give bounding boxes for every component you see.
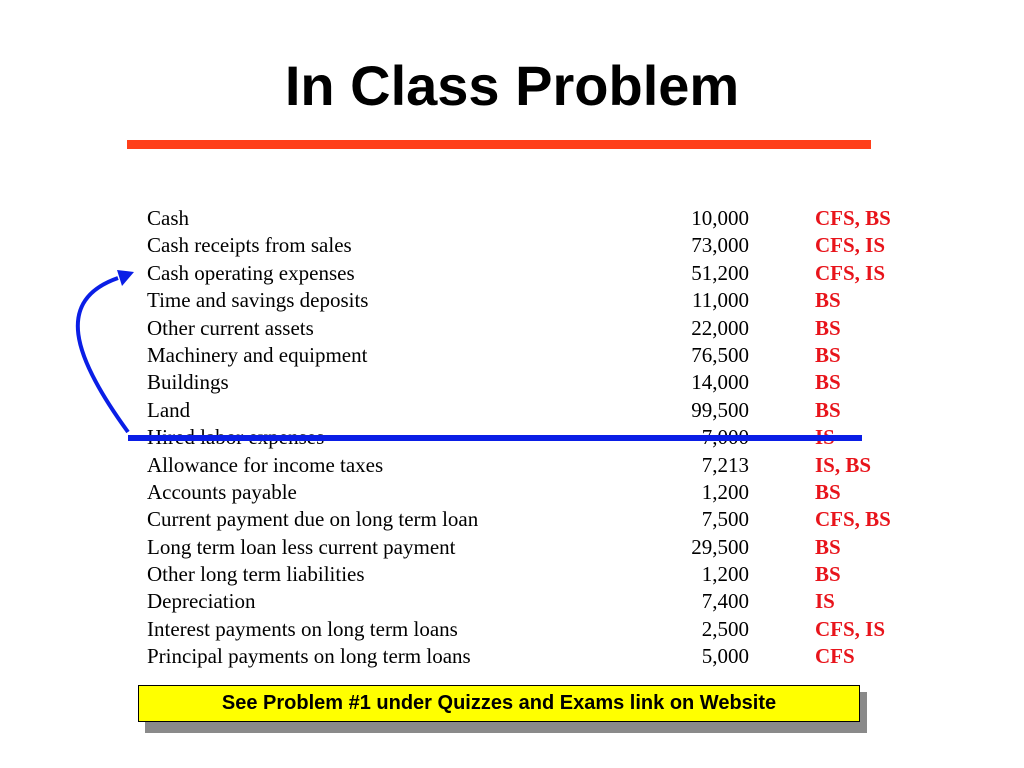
row-statement: BS	[815, 397, 841, 422]
row-statement: BS	[815, 315, 841, 340]
row-label: Depreciation	[147, 589, 256, 614]
callout-box: See Problem #1 under Quizzes and Exams link on Website	[138, 685, 860, 722]
row-value: 29,500	[691, 534, 749, 559]
title-underline	[127, 140, 871, 149]
row-value: 22,000	[691, 315, 749, 340]
table-row	[147, 534, 927, 561]
arrowhead-icon	[117, 270, 134, 286]
table-row	[147, 342, 927, 369]
table-row	[147, 232, 927, 259]
row-label: Principal payments on long term loans	[147, 644, 471, 669]
row-label: Land	[147, 397, 191, 422]
row-label: Machinery and equipment	[147, 342, 368, 367]
table-row	[147, 561, 927, 588]
row-statement: BS	[815, 288, 841, 313]
table-row	[147, 506, 927, 533]
row-value: 51,200	[691, 260, 749, 285]
row-label: Hired labor expenses	[147, 425, 325, 450]
slide-title: In Class Problem	[284, 54, 740, 117]
row-statement: BS	[815, 342, 841, 367]
table-row	[147, 424, 927, 451]
row-label: Other current assets	[147, 315, 314, 340]
row-statement: BS	[815, 370, 841, 395]
table-row	[147, 369, 927, 396]
row-value: 1,200	[701, 562, 749, 587]
row-label: Cash receipts from sales	[147, 233, 352, 258]
row-statement: IS, BS	[815, 452, 872, 477]
row-label: Buildings	[147, 370, 229, 395]
table-row	[147, 315, 927, 342]
row-statement: IS	[815, 425, 835, 450]
row-value: 99,500	[691, 397, 749, 422]
row-statement: CFS	[815, 644, 855, 669]
table-row	[147, 588, 927, 615]
curved-arrow	[78, 278, 128, 432]
row-statement: CFS, IS	[815, 260, 886, 285]
row-label: Cash operating expenses	[147, 260, 355, 285]
row-label: Other long term liabilities	[147, 562, 365, 587]
row-value: 7,000	[701, 425, 749, 450]
row-value: 1,200	[701, 479, 749, 504]
table-row	[147, 479, 927, 506]
row-label: Time and savings deposits	[147, 288, 369, 313]
row-statement: BS	[815, 534, 841, 559]
row-value: 7,213	[701, 452, 749, 477]
row-value: 11,000	[692, 288, 749, 313]
row-value: 5,000	[701, 644, 749, 669]
row-value: 7,500	[701, 507, 749, 532]
line-items-table	[147, 205, 927, 671]
row-statement: CFS, BS	[815, 206, 891, 230]
table-row	[147, 205, 927, 232]
row-statement: IS	[815, 589, 835, 614]
row-value: 73,000	[691, 233, 749, 258]
row-value: 10,000	[691, 206, 749, 230]
table-row	[147, 452, 927, 479]
row-value: 2,500	[701, 616, 749, 641]
row-value: 7,400	[701, 589, 749, 614]
table-row	[147, 397, 927, 424]
row-statement: CFS, IS	[815, 233, 886, 258]
row-label: Interest payments on long term loans	[147, 616, 458, 641]
row-label: Allowance for income taxes	[147, 452, 384, 477]
row-statement: BS	[815, 479, 841, 504]
row-value: 76,500	[691, 342, 749, 367]
row-label: Accounts payable	[147, 479, 297, 504]
row-value: 14,000	[691, 370, 749, 395]
row-label: Cash	[147, 206, 189, 230]
table-row	[147, 287, 927, 314]
row-statement: BS	[815, 562, 841, 587]
row-label: Long term loan less current payment	[147, 534, 456, 559]
table-row	[147, 260, 927, 287]
table-row	[147, 643, 927, 670]
row-label: Current payment due on long term loan	[147, 507, 479, 532]
table-row	[147, 616, 927, 643]
row-statement: CFS, BS	[815, 507, 891, 532]
row-statement: CFS, IS	[815, 616, 886, 641]
